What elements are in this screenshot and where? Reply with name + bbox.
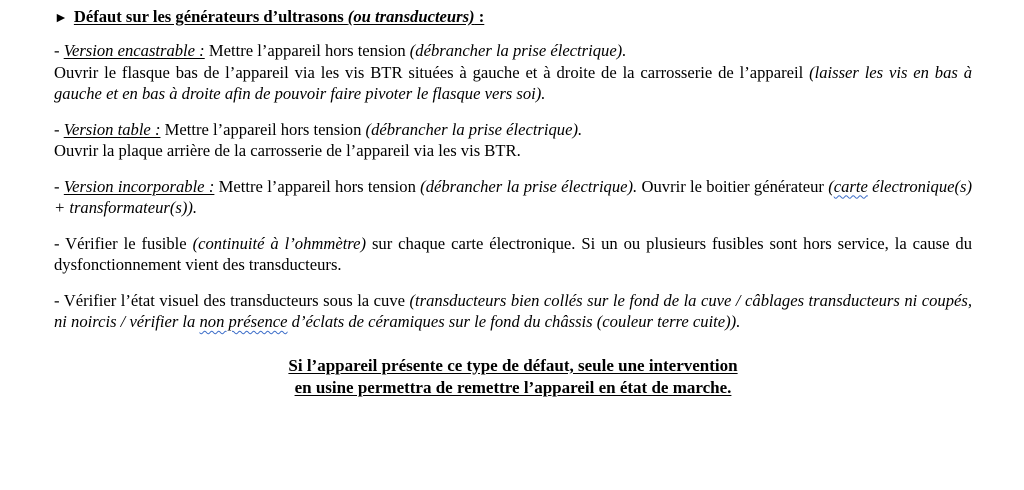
- paragraph-version-table: [54, 119, 972, 162]
- dash: -: [54, 119, 64, 139]
- text-segment: Ouvrir le flasque bas de l’appareil via les vis BTR situées à gauche et à droite de la carrosserie de l’appareil: [54, 62, 810, 82]
- label-version-table: Version table :: [63, 119, 161, 139]
- label-version-encastrable: Version encastrable :: [63, 41, 205, 60]
- heading-italic: (ou transducteurs): [347, 7, 475, 26]
- text-segment: Ouvrir la plaque arrière de la carrosserie de l’appareil via les vis BTR.: [54, 141, 521, 160]
- spellcheck-flagged-phrase: non présence: [199, 312, 288, 331]
- italic-segment: d’éclats de céramiques sur le fond du châssis (couleur terre cuite)).: [287, 312, 741, 331]
- dash: -: [54, 176, 64, 196]
- text-segment: - Vérifier le fusible: [54, 233, 193, 253]
- italic-segment: (transducteurs bien collés sur le fond de la cuve / câblages transducteurs ni coupés, ni noircis / vérifier la: [54, 290, 972, 331]
- dash: -: [54, 41, 64, 60]
- text-segment: Mettre l’appareil hors tension: [204, 41, 410, 60]
- italic-segment: (débrancher la prise électrique).: [420, 176, 638, 196]
- text-segment: sur chaque carte électronique. Si un ou plusieurs fusibles sont hors service, la cause du dysfonctionnement vient des transducteurs.: [54, 233, 972, 274]
- paragraph-version-encastrable: [54, 40, 972, 105]
- italic-segment: (continuité à l’ohmmètre): [192, 233, 367, 253]
- text-segment: - Vérifier l’état visuel des transducteurs sous la cuve: [54, 290, 410, 310]
- conclusion-notice: [54, 355, 972, 399]
- paragraph-fusible: [54, 233, 972, 276]
- text-segment: Mettre l’appareil hors tension: [160, 119, 366, 139]
- spellcheck-flagged-word: carte: [833, 176, 868, 196]
- italic-segment: électronique(s) + transformateur(s)).: [54, 176, 972, 217]
- label-version-incorporable: Version incorporable :: [63, 176, 215, 196]
- paragraph-version-incorporable: [54, 176, 972, 219]
- heading-text: Défaut sur les générateurs d’ultrasons: [73, 7, 348, 26]
- text-segment: Mettre l’appareil hors tension: [214, 176, 421, 196]
- italic-segment: (: [828, 176, 834, 196]
- heading-tail: :: [474, 7, 485, 26]
- section-heading: [54, 6, 972, 30]
- conclusion-line-2: en usine permettra de remettre l’appareil en état de marche.: [294, 377, 732, 397]
- italic-segment: (laisser les vis en bas à gauche et en bas à droite afin de pouvoir faire pivoter le flasque vers soi).: [54, 62, 972, 103]
- conclusion-line-1: Si l’appareil présente ce type de défaut, seule une intervention: [288, 355, 738, 375]
- arrow-bullet-icon: ►: [54, 11, 68, 26]
- text-segment: Ouvrir le boitier générateur: [637, 176, 829, 196]
- italic-segment: (débrancher la prise électrique).: [409, 41, 627, 60]
- italic-segment: (débrancher la prise électrique).: [365, 119, 583, 139]
- paragraph-etat-visuel: [54, 290, 972, 333]
